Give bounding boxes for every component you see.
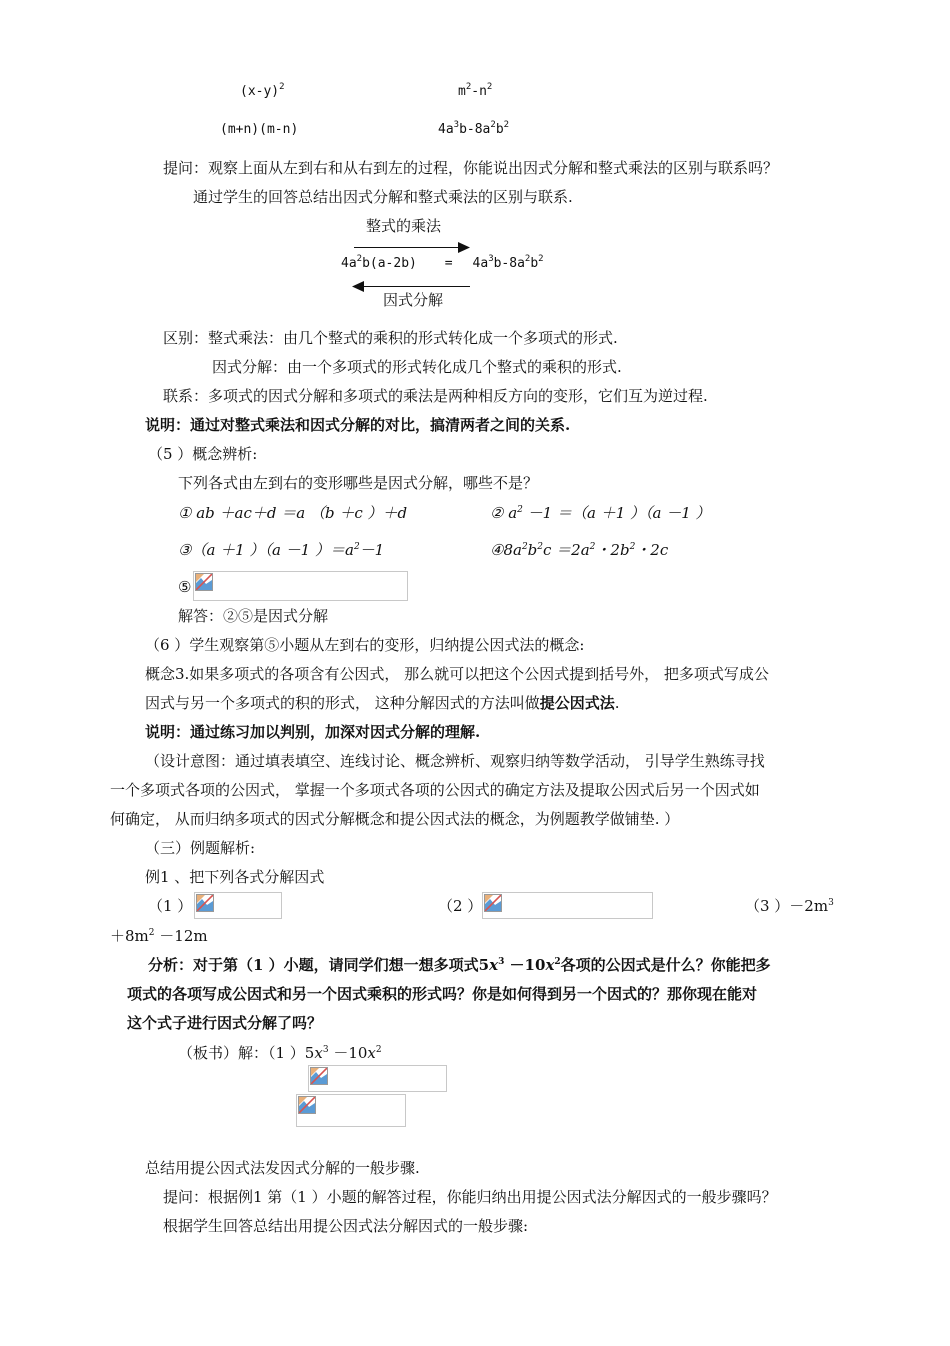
exponent: 2 <box>503 120 510 130</box>
expr-text: ＋8m <box>110 927 149 945</box>
analysis-line-1 <box>148 955 771 975</box>
example-1-title: 例1 、把下列各式分解因式 <box>145 868 325 886</box>
exercise-item-2 <box>490 503 711 523</box>
concept-text: . <box>614 694 620 712</box>
formula-image-placeholder <box>193 571 408 601</box>
expr-text: m <box>458 84 466 99</box>
expr-text: c ＝2a <box>543 541 590 559</box>
formula-image-placeholder <box>194 892 282 919</box>
solution-text: （板书）解：（1 ）5 <box>178 1044 315 1062</box>
expr-text: －1 <box>359 541 385 559</box>
exponent: 2 <box>517 505 523 515</box>
concept-3-line-2 <box>145 693 620 713</box>
expr-text: b <box>527 541 538 559</box>
formula-image-placeholder <box>482 892 653 919</box>
table-cell-polynomial <box>438 120 509 140</box>
design-intent-line-3: 何确定， 从而归纳多项式的因式分解概念和提公因式法的概念，为例题教学做铺垫. ） <box>110 810 680 828</box>
question-paragraph: 提问：观察上面从左到右和从右到左的过程，你能说出因式分解和整式乘法的区别与联系吗？ <box>163 159 779 177</box>
concept-3-line-1: 概念3.如果多项式的各项含有公因式， 那么就可以把这个公因式提到括号外， 把多项式写成公 <box>145 665 769 683</box>
expr-text: ・2c <box>635 541 669 559</box>
table-cell-product <box>220 120 298 140</box>
exercise-item-5: ⑤ <box>178 578 192 596</box>
example-part-1-label: （1 ） <box>148 897 193 915</box>
exponent: 2 <box>490 120 496 130</box>
exponent: 3 <box>498 957 505 967</box>
analysis-text: 分析：对于第（1 ）小题，请同学们想一想多项式5 <box>148 956 490 974</box>
exercise-item-4 <box>490 540 668 560</box>
example-part-2-label: （2 ） <box>438 897 483 915</box>
exponent: 2 <box>524 254 531 264</box>
section-5-title: （5 ）概念辨析: <box>148 445 258 463</box>
note-paragraph: 说明：通过对整式乘法和因式分解的对比，搞清两者之间的关系. <box>145 416 571 434</box>
expr-text: (x-y) <box>240 84 280 99</box>
table-cell-square-binomial <box>240 82 285 102</box>
exponent: 2 <box>356 254 363 264</box>
exponent: 2 <box>521 542 528 552</box>
expr-text: 4a <box>438 122 454 137</box>
exponent: 2 <box>538 254 544 264</box>
diagram-equation <box>341 254 544 274</box>
expr-text: -n <box>471 84 487 99</box>
note-paragraph-2: 说明：通过练习加以判别，加深对因式分解的理解. <box>145 723 481 741</box>
difference-paragraph-2: 因式分解：由一个多项式的形式转化成几个整式的乘积的形式. <box>212 358 622 376</box>
expr-text: 4a <box>341 256 357 271</box>
broken-image-icon <box>196 894 214 912</box>
example-part-3 <box>745 896 834 916</box>
right-arrow-line <box>354 247 462 248</box>
right-arrow-icon <box>458 242 470 253</box>
expr-text: （3 ）－2m <box>745 897 829 915</box>
expr-text: ③（a ＋1 ）（a －1 ）＝a <box>178 541 354 559</box>
diagram-top-label: 整式的乘法 <box>366 217 442 235</box>
solution-text: －10 <box>328 1044 368 1062</box>
variable: x <box>314 1044 323 1062</box>
relation-paragraph: 联系：多项式的因式分解和多项式的乘法是两种相反方向的变形，它们互为逆过程. <box>163 387 708 405</box>
expr-text: －1 ＝（a ＋1 ）（a －1 ） <box>522 504 711 522</box>
exponent: 2 <box>537 542 544 552</box>
answer-paragraph: 解答：②⑤是因式分解 <box>178 607 329 625</box>
expr-text: ④8a <box>490 541 522 559</box>
diagram-bottom-label: 因式分解 <box>383 291 444 309</box>
expr-text: b-8a <box>459 122 491 137</box>
section-3-title: （三）例题解析: <box>145 839 256 857</box>
exercise-item-3 <box>178 540 384 560</box>
table-cell-difference-squares <box>458 82 492 102</box>
section-6-paragraph: （6 ）学生观察第⑤小题从左到右的变形，归纳提公因式法的概念: <box>145 636 585 654</box>
analysis-line-3: 这个式子进行因式分解了吗？ <box>127 1014 323 1032</box>
exponent: 2 <box>279 82 285 92</box>
exponent: 3 <box>322 1045 329 1055</box>
exponent: 2 <box>589 542 596 552</box>
exponent: 2 <box>148 928 155 938</box>
exponent: 2 <box>375 1045 382 1055</box>
equals-sign: = <box>444 256 453 271</box>
expr-text: b <box>495 122 504 137</box>
expr-text: b-8a <box>493 256 525 271</box>
variable: x <box>367 1044 376 1062</box>
summary-paragraph-3: 根据学生回答总结出用提公因式法分解因式的一般步骤: <box>163 1217 529 1235</box>
expr-text: 4a <box>472 256 489 271</box>
expr-text: －12m <box>154 927 208 945</box>
design-intent-line-2: 一个多项式各项的公因式， 掌握一个多项式各项的公因式的确定方法及提取公因式后另一个因式如 <box>110 781 760 799</box>
concept-term: 提公因式法 <box>539 694 615 712</box>
broken-image-icon <box>298 1096 316 1114</box>
exercise-item-1: ① ab ＋ac＋d ＝a （b ＋c ）＋d <box>178 504 408 522</box>
formula-image-placeholder <box>296 1094 406 1127</box>
section-5-question: 下列各式由左到右的变形哪些是因式分解，哪些不是？ <box>178 474 539 492</box>
example-part-3-continued <box>110 926 208 946</box>
board-solution <box>178 1043 382 1063</box>
concept-text: 因式与另一个多项式的积的形式， 这种分解因式的方法叫做 <box>145 694 540 712</box>
exponent: 3 <box>828 898 834 908</box>
difference-paragraph-1: 区别：整式乘法：由几个整式的乘积的形式转化成一个多项式的形式. <box>163 329 618 347</box>
analysis-line-2: 项式的各项写成公因式和另一个因式乘积的形式吗？你是如何得到另一个因式的？那你现在能对 <box>127 985 758 1003</box>
exponent: 3 <box>453 120 460 130</box>
variable: x <box>545 956 555 974</box>
variable: x <box>489 956 499 974</box>
summary-paragraph-2: 总结用提公因式法发因式分解的一般步骤. <box>145 1159 420 1177</box>
broken-image-icon <box>310 1067 328 1085</box>
left-arrow-line <box>362 286 470 287</box>
expr-text: ② a <box>490 504 518 522</box>
exponent: 2 <box>465 82 472 92</box>
expr-text: b(a-2b) <box>362 256 417 271</box>
expr-text: b <box>530 256 539 271</box>
formula-image-placeholder <box>308 1065 447 1092</box>
analysis-text: －10 <box>504 956 546 974</box>
expr-text: (m+n)(m-n) <box>220 122 299 137</box>
design-intent-line-1: （设计意图：通过填表填空、连线讨论、概念辨析、观察归纳等数学活动， 引导学生熟练寻找 <box>145 752 765 770</box>
expr-text: ・2b <box>595 541 630 559</box>
exponent: 2 <box>629 542 636 552</box>
exponent: 2 <box>353 542 360 552</box>
broken-image-icon <box>484 894 502 912</box>
broken-image-icon <box>195 573 213 591</box>
question-paragraph-2: 提问：根据例1 第（1 ）小题的解答过程，你能归纳出用提公因式法分解因式的一般步骤吗？ <box>163 1188 777 1206</box>
exponent: 3 <box>488 254 494 264</box>
summary-paragraph: 通过学生的回答总结出因式分解和整式乘法的区别与联系. <box>193 188 573 206</box>
analysis-text: 各项的公因式是什么？你能把多 <box>560 956 771 974</box>
exponent: 2 <box>486 82 493 92</box>
exponent: 2 <box>554 957 561 967</box>
